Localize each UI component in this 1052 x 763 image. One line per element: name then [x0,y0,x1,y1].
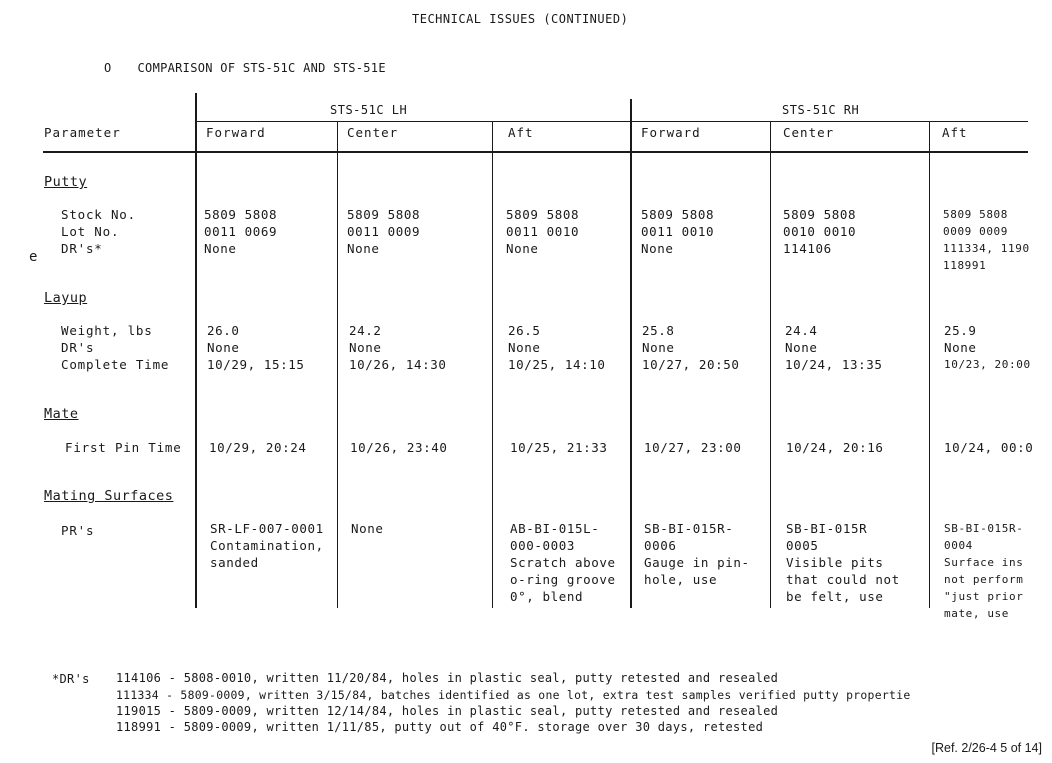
mating-cell-lh-center: None [351,521,384,536]
layup-cell-lh-forward: 26.0 None 10/29, 15:15 [207,323,305,372]
mating-cell-rh-center: SB-BI-015R 0005 Visible pits that could not be felt, use [786,521,900,604]
section-title-mate: Mate [44,406,79,422]
putty-cell-rh-center: 5809 5808 0010 0010 114106 [783,207,857,256]
table-rule-group-underline [195,121,1028,122]
section-title-mating-surfaces: Mating Surfaces [44,488,174,504]
col-header-rh-aft: Aft [942,125,968,140]
margin-mark: e [29,249,38,265]
mate-cell-rh-aft: 10/24, 00:0 [944,440,1034,455]
table-rule-col-aft-rh [929,121,930,608]
layup-cell-rh-forward: 25.8 None 10/27, 20:50 [642,323,740,372]
row-label-complete-time: Complete Time [61,357,170,372]
mating-cell-lh-forward: SR-LF-007-0001 Contamination, sanded [210,521,324,570]
section-title-layup: Layup [44,290,88,306]
mate-cell-rh-center: 10/24, 20:16 [786,440,884,455]
group-header-lh: STS-51C LH [330,103,408,117]
footnote-marker: *DR's [52,672,90,686]
row-label-weight: Weight, lbs [61,323,153,338]
row-label-layup-drs: DR's [61,340,95,355]
col-header-lh-center: Center [347,125,399,140]
row-label-stock-no: Stock No. [61,207,136,222]
row-label-prs: PR's [61,523,95,538]
layup-cell-lh-aft: 26.5 None 10/25, 14:10 [508,323,606,372]
table-rule-lh-rh-divider [630,99,632,608]
row-label-lot-no: Lot No. [61,224,120,239]
param-header: Parameter [44,125,121,140]
layup-cell-rh-aft: 25.9 None 10/23, 20:00 [944,323,1031,371]
table-rule-header-underline [43,151,1028,153]
footnote-line-4: 118991 - 5809-0009, written 1/11/85, putty out of 40°F. storage over 30 days, retested [116,720,764,734]
comparison-heading [104,61,386,75]
putty-cell-rh-forward: 5809 5808 0011 0010 None [641,207,715,256]
col-header-lh-aft: Aft [508,125,534,140]
putty-cell-rh-aft: 5809 5808 0009 0009 111334, 1190 118991 [943,208,1030,272]
page-title: TECHNICAL ISSUES (CONTINUED) [412,12,629,26]
col-header-lh-forward: Forward [206,125,266,140]
table-rule-lh-left [195,93,197,608]
layup-cell-lh-center: 24.2 None 10/26, 14:30 [349,323,447,372]
mating-cell-rh-forward: SB-BI-015R- 0006 Gauge in pin- hole, use [644,521,750,587]
row-label-first-pin-time: First Pin Time [65,440,182,455]
footnote-line-2: 111334 - 5809-0009, written 3/15/84, batches identified as one lot, extra test samples verified putty propertie [116,688,911,702]
mate-cell-lh-center: 10/26, 23:40 [350,440,448,455]
section-title-putty: Putty [44,174,88,190]
footnote-line-3: 119015 - 5809-0009, written 12/14/84, holes in plastic seal, putty retested and resealed [116,704,779,718]
comparison-title: COMPARISON OF STS-51C AND STS-51E [137,61,386,75]
table-rule-col-center-rh [770,121,771,608]
table-rule-col-center-lh [337,121,338,608]
mating-cell-rh-aft: SB-BI-015R- 0004 Surface ins not perform "just prior mate, use [944,522,1024,620]
mating-cell-lh-aft: AB-BI-015L- 000-0003 Scratch above o-ring groove 0°, blend [510,521,616,604]
row-label-drs: DR's* [61,241,103,256]
group-header-rh: STS-51C RH [782,103,860,117]
putty-cell-lh-aft: 5809 5808 0011 0010 None [506,207,580,256]
col-header-rh-center: Center [783,125,835,140]
table-rule-col-aft-lh [492,121,493,608]
footnote-line-1: 114106 - 5808-0010, written 11/20/84, holes in plastic seal, putty retested and resealed [116,671,779,685]
reference-label: [Ref. 2/26-4 5 of 14] [931,741,1042,755]
putty-cell-lh-center: 5809 5808 0011 0009 None [347,207,421,256]
mate-cell-lh-forward: 10/29, 20:24 [209,440,307,455]
mate-cell-lh-aft: 10/25, 21:33 [510,440,608,455]
putty-cell-lh-forward: 5809 5808 0011 0069 None [204,207,278,256]
col-header-rh-forward: Forward [641,125,701,140]
bullet-marker: O [104,61,112,75]
mate-cell-rh-forward: 10/27, 23:00 [644,440,742,455]
layup-cell-rh-center: 24.4 None 10/24, 13:35 [785,323,883,372]
